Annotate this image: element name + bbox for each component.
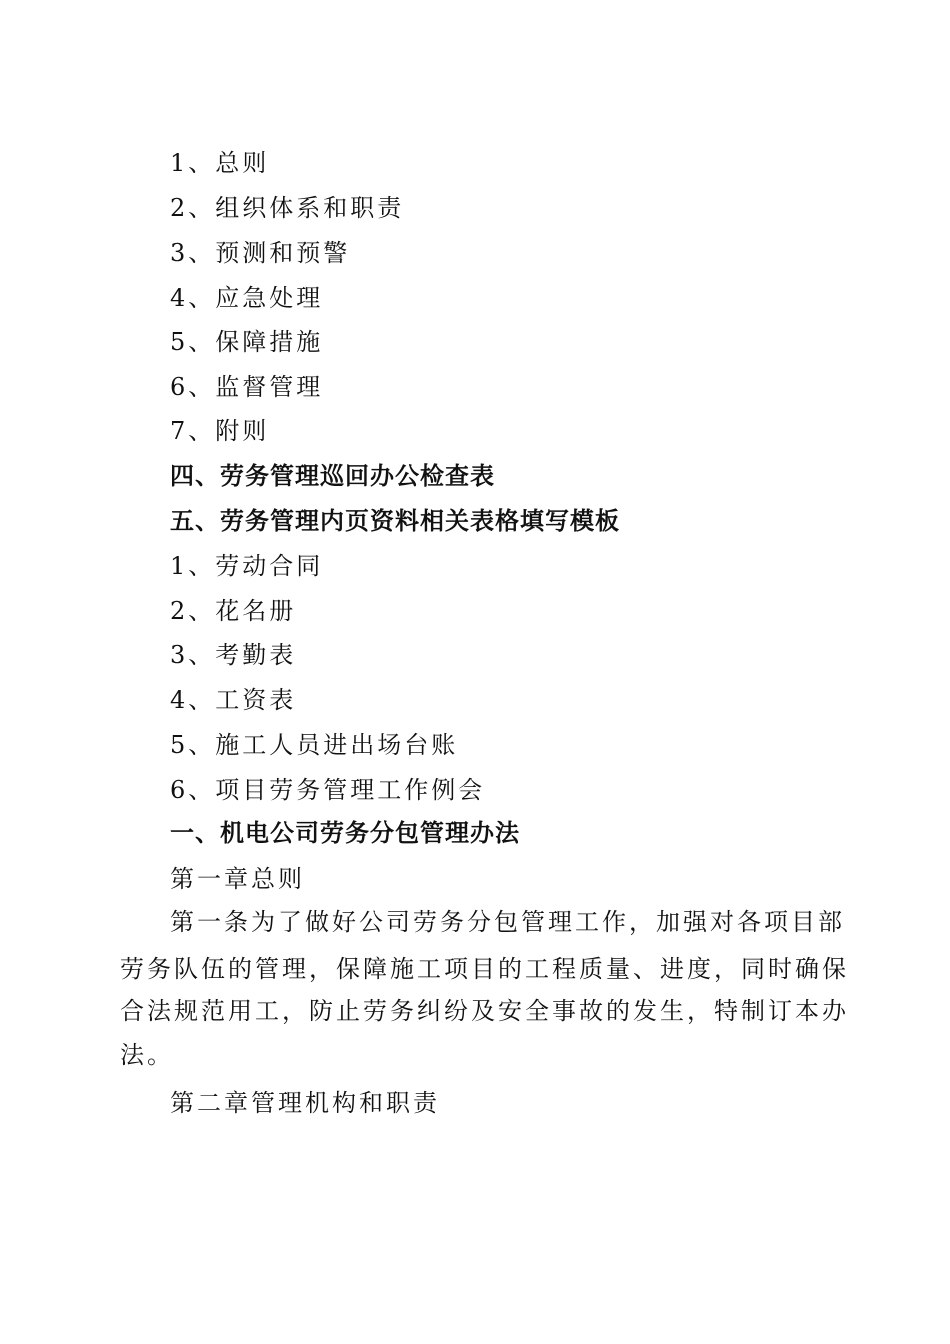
- toc-item-general-provisions: 1、总则: [170, 149, 270, 177]
- toc-item-payroll: 4、工资表: [170, 686, 297, 714]
- section-four-heading: 四、劳务管理巡回办公检查表: [170, 462, 495, 490]
- toc-item-regular-meeting: 6、项目劳务管理工作例会: [170, 776, 486, 804]
- article-one-line-1: 第一条为了做好公司劳务分包管理工作，加强对各项目部: [170, 908, 845, 936]
- toc-item-labor-contract: 1、劳动合同: [170, 552, 324, 580]
- article-one-line-4: 法。: [120, 1041, 174, 1069]
- section-five-heading: 五、劳务管理内页资料相关表格填写模板: [170, 507, 620, 535]
- chapter-one-title: 第一章总则: [170, 865, 305, 893]
- toc-item-forecast-warning: 3、预测和预警: [170, 239, 351, 267]
- toc-item-entry-exit-ledger: 5、施工人员进出场台账: [170, 731, 459, 759]
- article-one-line-2: 劳务队伍的管理，保障施工项目的工程质量、进度，同时确保: [120, 955, 849, 983]
- toc-item-supervision: 6、监督管理: [170, 373, 324, 401]
- toc-item-attendance: 3、考勤表: [170, 641, 297, 669]
- article-one-line-3: 合法规范用工，防止劳务纠纷及安全事故的发生，特制订本办: [120, 997, 849, 1025]
- chapter-two-title: 第二章管理机构和职责: [170, 1089, 440, 1117]
- toc-item-safeguards: 5、保障措施: [170, 328, 324, 356]
- toc-item-roster: 2、花名册: [170, 597, 297, 625]
- toc-item-supplementary: 7、附则: [170, 417, 270, 445]
- toc-item-emergency: 4、应急处理: [170, 284, 324, 312]
- toc-item-organization: 2、组织体系和职责: [170, 194, 405, 222]
- section-one-heading: 一、机电公司劳务分包管理办法: [170, 819, 520, 847]
